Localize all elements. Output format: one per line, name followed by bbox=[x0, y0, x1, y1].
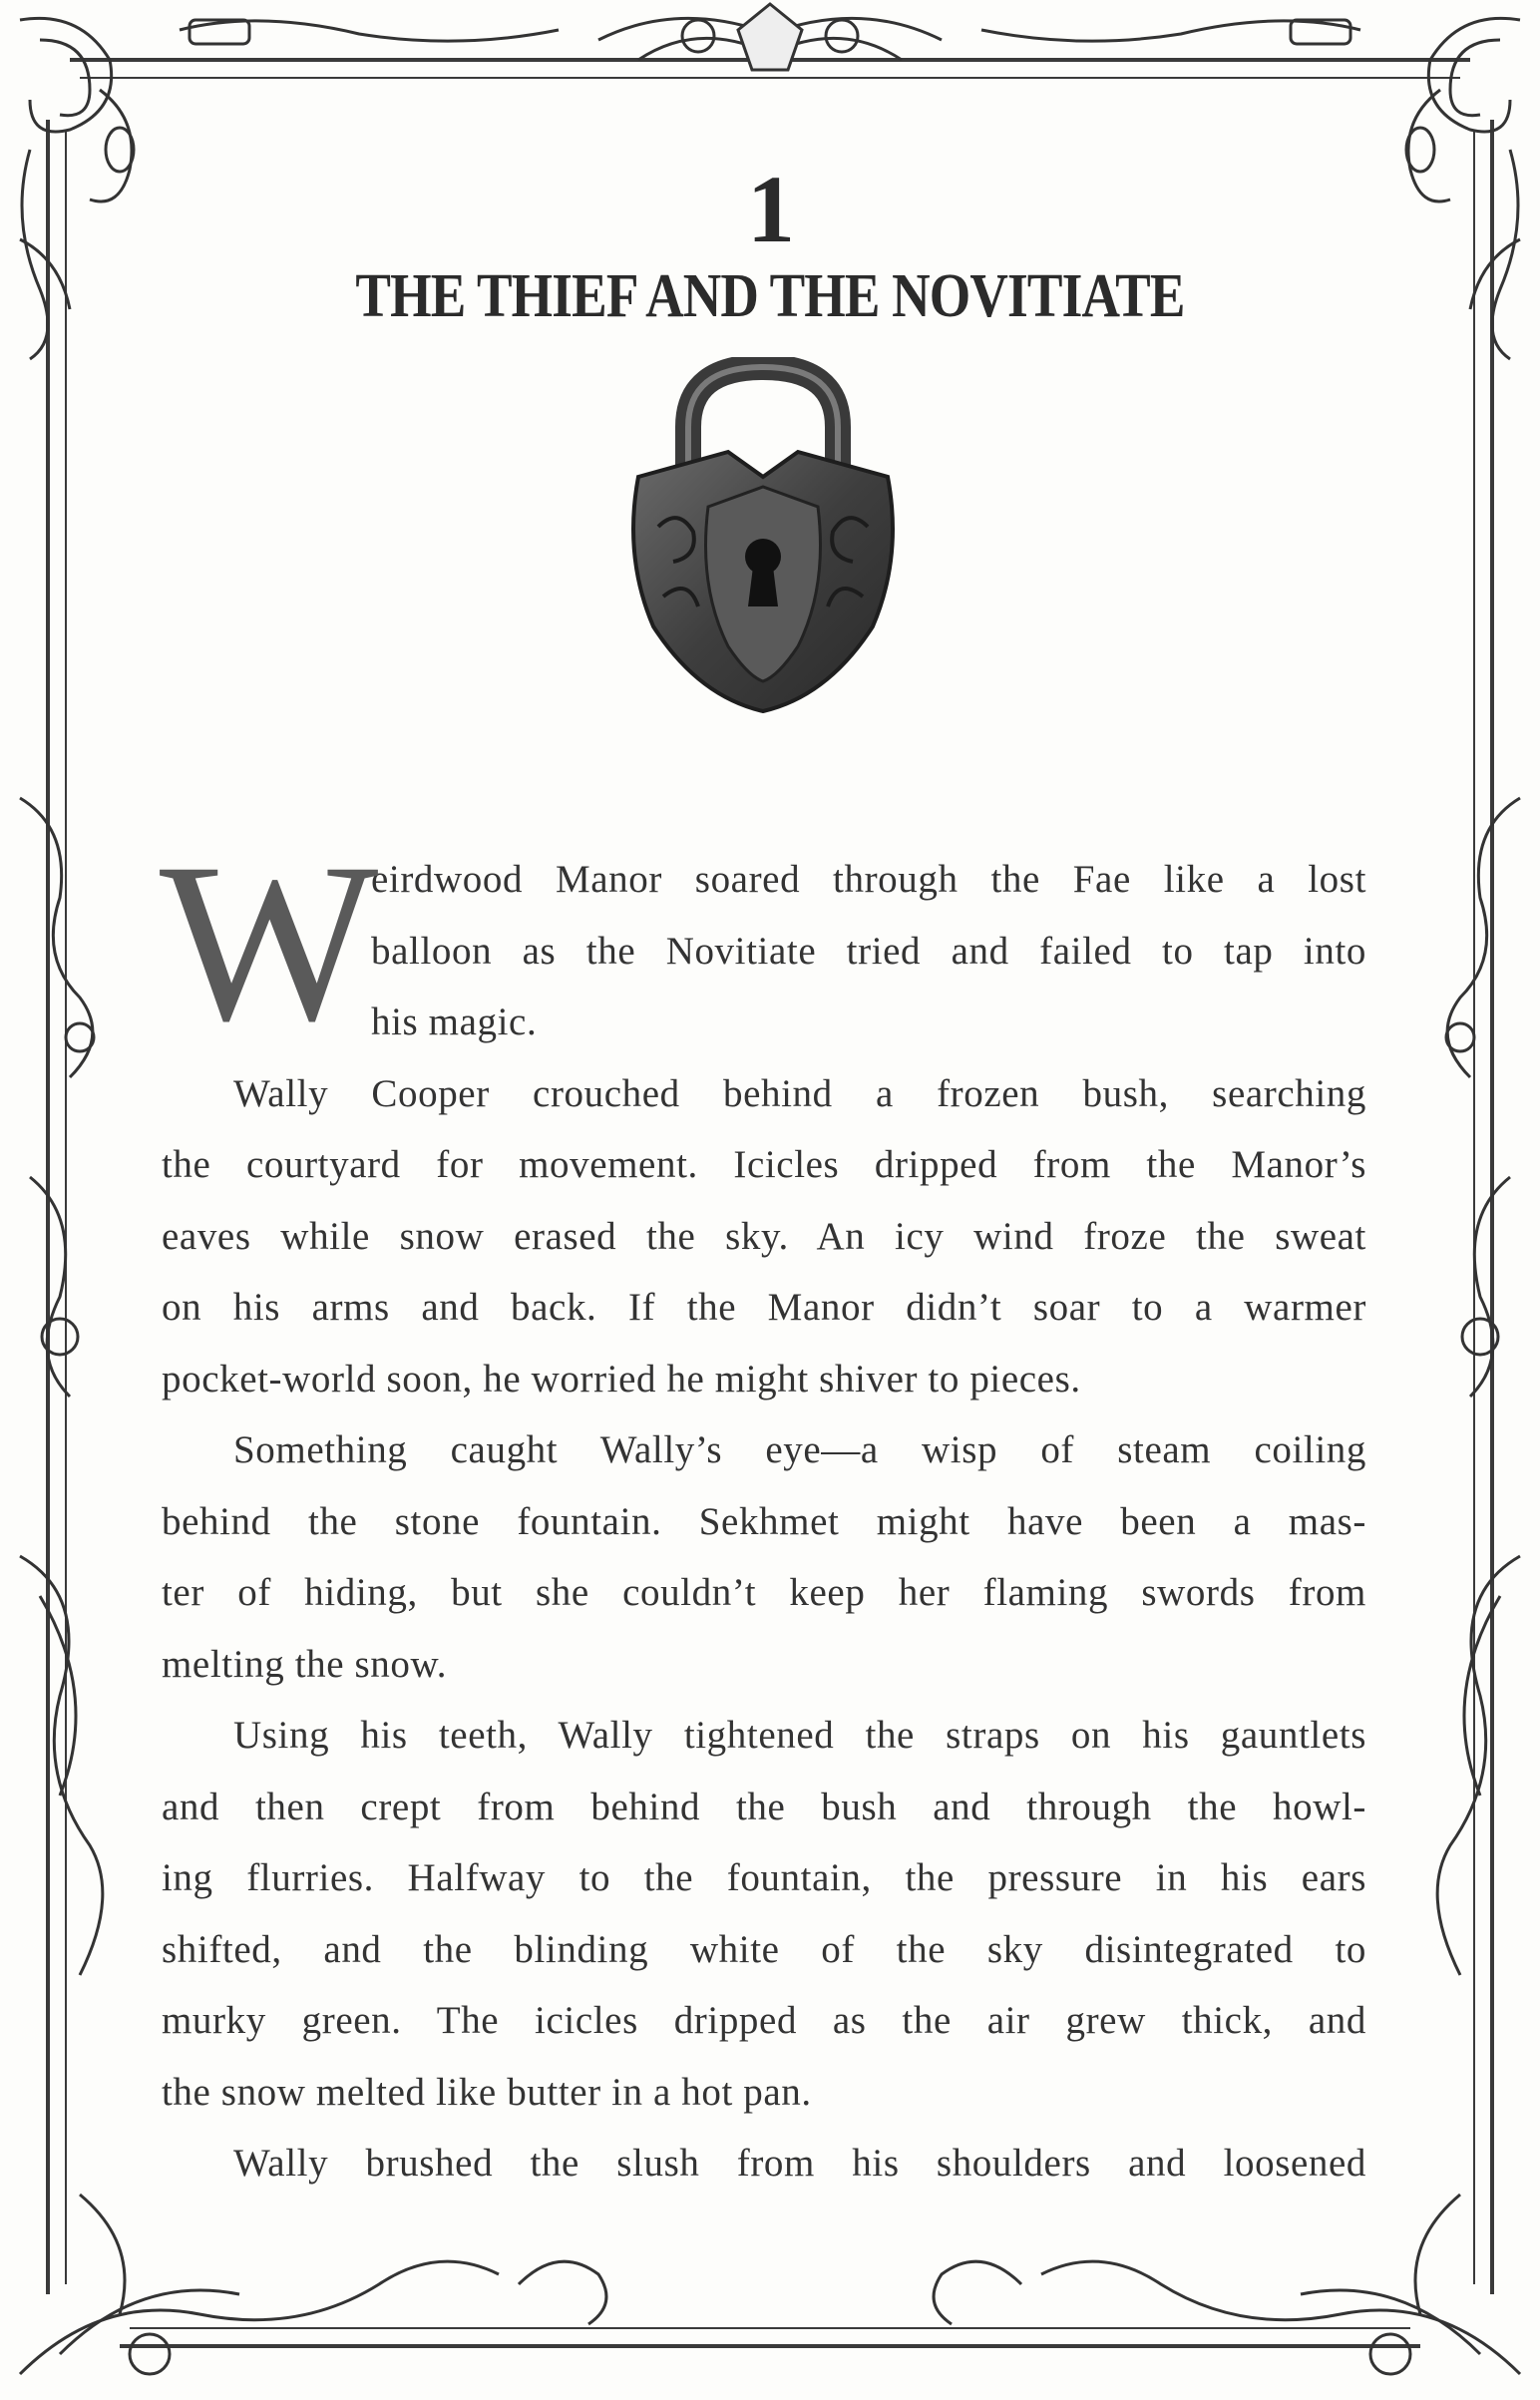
text-line: ter of hiding, but she couldn’t keep her flaming swords from bbox=[162, 1571, 1366, 1614]
chapter-number: 1 bbox=[747, 156, 793, 262]
text-line: Wally Cooper crouched behind a frozen bush, searching bbox=[233, 1071, 1366, 1115]
paragraph bbox=[162, 1414, 1366, 1700]
padlock-icon bbox=[618, 357, 908, 716]
text-line: balloon as the Novitiate tried and failed to tap into bbox=[371, 929, 1366, 973]
text-line: melting the snow. bbox=[162, 1642, 448, 1686]
text-line: Something caught Wally’s eye—a wisp of steam coiling bbox=[233, 1428, 1366, 1471]
text-line: ing flurries. Halfway to the fountain, the pressure in his ears bbox=[162, 1856, 1366, 1899]
paragraph bbox=[162, 2128, 1366, 2200]
text-line: murky green. The icicles dripped as the air grew thick, and bbox=[162, 1999, 1366, 2042]
text-line: behind the stone fountain. Sekhmet might have been a mas- bbox=[162, 1499, 1366, 1543]
text-line: shifted, and the blinding white of the sky disintegrated to bbox=[162, 1927, 1366, 1971]
paragraph bbox=[162, 1700, 1366, 2128]
text-line: on his arms and back. If the Manor didn’t soar to a warmer bbox=[162, 1286, 1366, 1329]
text-line: Wally brushed the slush from his shoulders and loosened bbox=[233, 2142, 1366, 2185]
chapter-title: THE THIEF AND THE NOVITIATE bbox=[355, 262, 1185, 330]
paragraph bbox=[162, 1058, 1366, 1415]
text-line: the courtyard for movement. Icicles dripped from the Manor’s bbox=[162, 1143, 1366, 1186]
text-line: Using his teeth, Wally tightened the straps on his gauntlets bbox=[233, 1714, 1366, 1757]
text-line: pocket-world soon, he worried he might shiver to pieces. bbox=[162, 1357, 1081, 1400]
text-line: eaves while snow erased the sky. An icy wind froze the sweat bbox=[162, 1214, 1366, 1258]
drop-cap: W bbox=[159, 817, 379, 1068]
text-line: and then crept from behind the bush and through the howl- bbox=[162, 1785, 1366, 1828]
text-line: the snow melted like butter in a hot pan. bbox=[162, 2070, 812, 2114]
text-line: his magic. bbox=[371, 1000, 538, 1043]
text-line: eirdwood Manor soared through the Fae like a lost bbox=[371, 858, 1366, 901]
chapter-body bbox=[159, 817, 1366, 2200]
